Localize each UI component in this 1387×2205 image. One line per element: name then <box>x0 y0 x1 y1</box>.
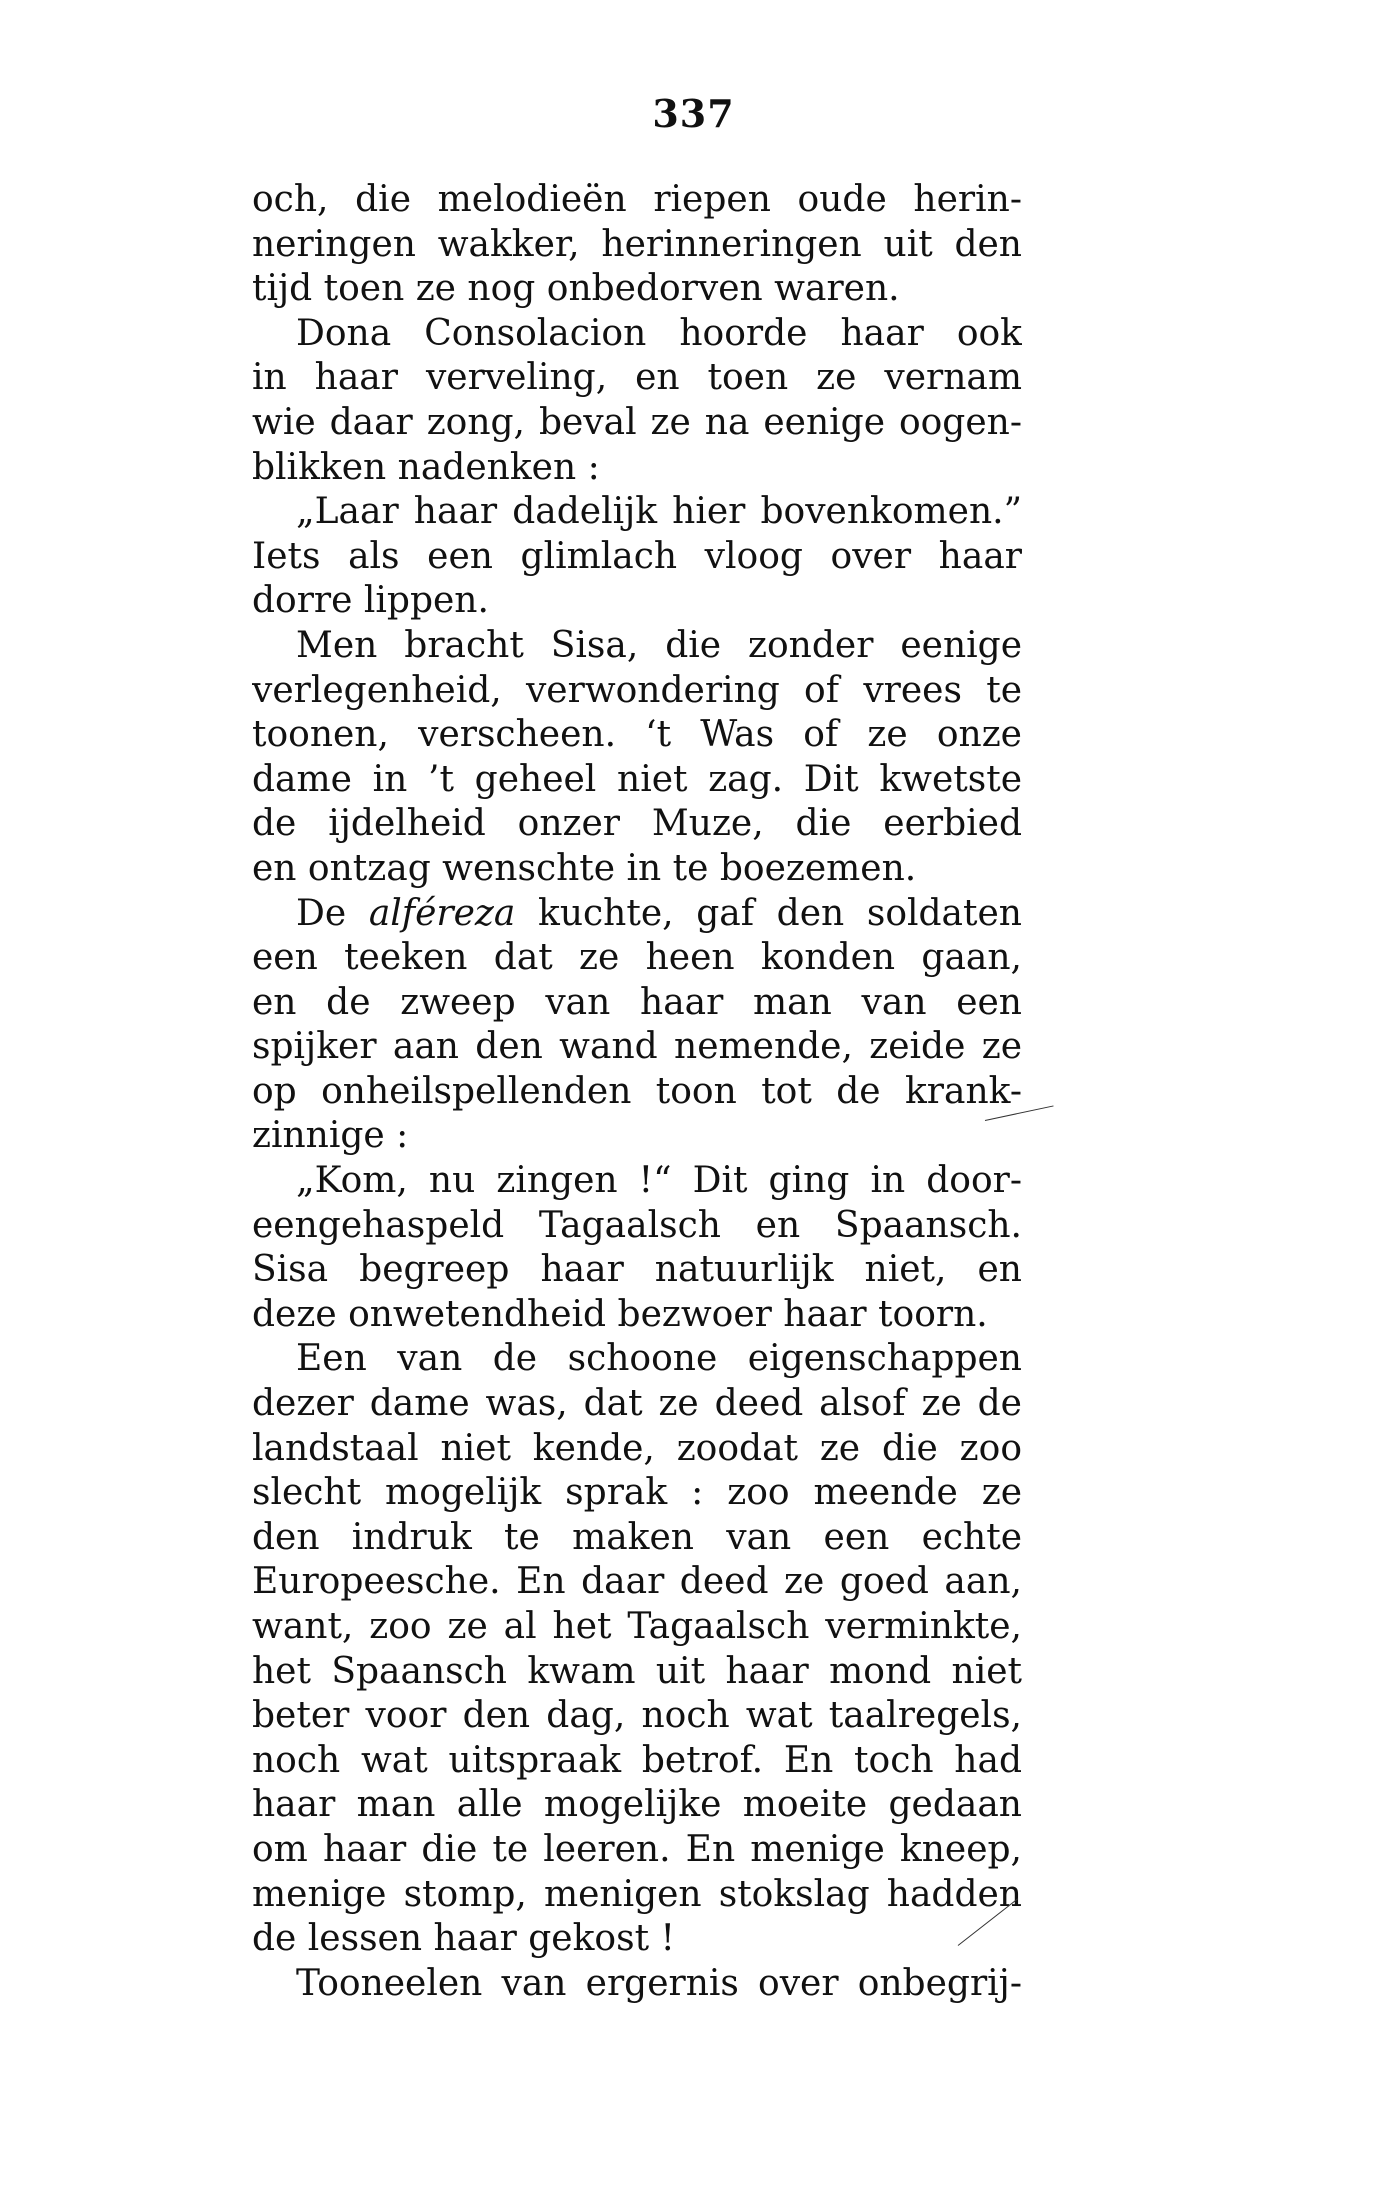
text-line: noch wat uitspraak betrof. En toch had <box>252 1739 1022 1781</box>
text-line: verlegenheid, verwondering of vrees te <box>252 669 1022 711</box>
text-line: haar man alle mogelijke moeite gedaan <box>252 1784 1022 1826</box>
text-line-italic <box>252 892 1022 937</box>
italic-word: alféreza <box>368 892 516 934</box>
text-line: spijker aan den wand nemende, zeide ze <box>252 1026 1022 1068</box>
text-line: tijd toen ze nog onbedorven waren. <box>252 268 900 310</box>
text-line: slecht mogelijk sprak : zoo meende ze <box>252 1472 1022 1514</box>
text-line: het Spaansch kwam uit haar mond niet <box>252 1650 1022 1692</box>
text-line: een teeken dat ze heen konden gaan, <box>252 937 1022 979</box>
text-line: en ontzag wenschte in te boezemen. <box>252 847 917 889</box>
text-line: Sisa begreep haar natuurlijk niet, en <box>252 1249 1022 1291</box>
page-number: 337 <box>652 91 735 136</box>
text-line: en de zweep van haar man van een <box>252 981 1022 1023</box>
text-line: de lessen haar gekost ! <box>252 1918 675 1960</box>
text-line: beter voor den dag, noch wat taalregels, <box>252 1695 1022 1737</box>
text-line: menige stomp, menigen stokslag hadden <box>252 1873 1022 1915</box>
text-line: „Kom, nu zingen !“ Dit ging in door- <box>296 1160 1022 1202</box>
text-line: Iets als een glimlach vloog over haar <box>252 535 1022 577</box>
text-line: om haar die te leeren. En menige kneep, <box>252 1828 1022 1870</box>
text-line: landstaal niet kende, zoodat ze die zoo <box>252 1427 1022 1469</box>
body-text <box>252 178 1022 2006</box>
text-line: want, zoo ze al het Tagaalsch verminkte, <box>252 1606 1022 1647</box>
text-line: toonen, verscheen. ‘t Was of ze onze <box>252 714 1022 756</box>
italic-before: De <box>296 892 369 934</box>
text-line: zinnige : <box>252 1115 409 1157</box>
text-line: op onheilspellenden toon tot de krank- <box>252 1070 1022 1112</box>
text-line: Dona Consolacion hoorde haar ook <box>296 312 1022 354</box>
text-line: Europeesche. En daar deed ze goed aan, <box>252 1561 1022 1603</box>
text-line: deze onwetendheid bezwoer haar toorn. <box>252 1293 988 1335</box>
text-line: dorre lippen. <box>252 580 489 622</box>
text-line: dezer dame was, dat ze deed alsof ze de <box>252 1383 1022 1425</box>
text-line: och, die melodieën riepen oude herin- <box>252 179 1022 220</box>
text-line: dame in ’t geheel niet zag. Dit kwetste <box>252 758 1022 800</box>
text-line: „Laar haar dadelijk hier bovenkomen.” <box>296 491 1022 533</box>
text-line: in haar verveling, en toen ze vernam <box>252 357 1022 399</box>
text-line: wie daar zong, beval ze na eenige oogen- <box>252 401 1022 443</box>
text-line: den indruk te maken van een echte <box>252 1516 1022 1558</box>
text-line: Men bracht Sisa, die zonder eenige <box>296 624 1022 666</box>
text-line: Tooneelen van ergernis over onbegrij- <box>296 1962 1022 2004</box>
text-line: blikken nadenken : <box>252 446 600 488</box>
text-line: Een van de schoone eigenschappen <box>296 1338 1022 1380</box>
text-line: de ijdelheid onzer Muze, die eerbied <box>252 803 1022 845</box>
text-line: neringen wakker, herinneringen uit den <box>252 223 1022 265</box>
text-line: eengehaspeld Tagaalsch en Spaansch. <box>252 1204 1022 1246</box>
italic-after: kuchte, gaf den soldaten <box>515 892 1022 934</box>
